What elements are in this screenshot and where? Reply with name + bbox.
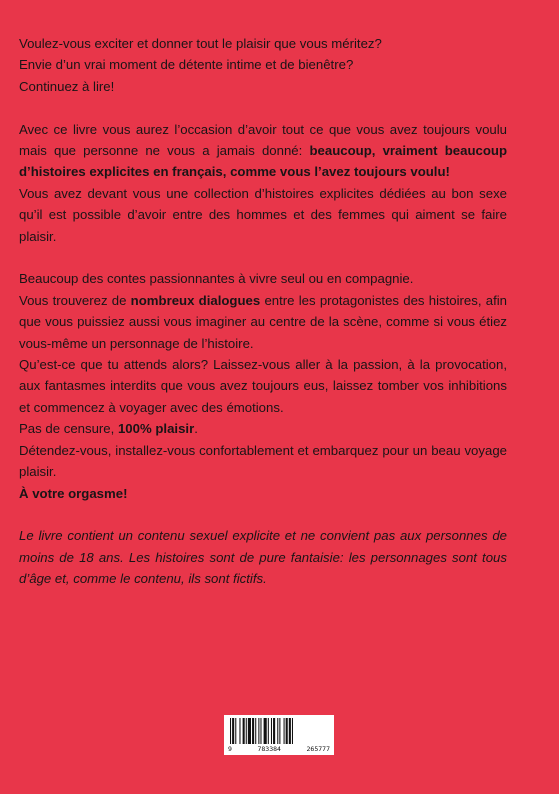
- barcode: [224, 715, 334, 755]
- barcode-bar: [279, 718, 280, 744]
- barcode-bar: [286, 718, 288, 744]
- barcode-bar: [258, 718, 259, 744]
- barcode-bar: [284, 718, 285, 744]
- tales-paragraph: Beaucoup des contes passionnantes à vivre seul ou en compagnie.: [19, 271, 414, 287]
- barcode-bar: [235, 718, 236, 744]
- barcode-bar: [252, 718, 254, 744]
- intro-question-1: Voulez-vous exciter et donner tout le plaisir que vous méritez?: [19, 36, 382, 51]
- dialogues-paragraph: [19, 290, 507, 354]
- censure-text-post: .: [194, 421, 198, 437]
- barcode-bar: [255, 718, 256, 744]
- barcode-bar: [277, 718, 278, 744]
- back-cover-text: [19, 33, 507, 590]
- barcode-bar: [273, 718, 275, 744]
- barcode-bar: [232, 718, 234, 744]
- barcode-bar: [248, 718, 251, 744]
- barcode-bar: [239, 718, 240, 744]
- barcode-digits: [228, 745, 330, 753]
- censure-paragraph: [19, 418, 507, 439]
- intro-call-to-action: Continuez à lire!: [19, 78, 115, 94]
- passion-paragraph: Qu’est-ce que tu attends alors? Laissez-vous aller à la passion, à la provocation, aux fantasmes interdits que vous avez toujours eus, laissez tomber vos inhibitions et commencez à voyager avec des émotions.: [19, 357, 507, 415]
- barcode-digit-lead: 9: [228, 745, 232, 753]
- barcode-digit-group-1: 783384: [257, 745, 281, 753]
- barcode-digit-group-2: 265777: [306, 745, 330, 753]
- barcode-bar: [264, 718, 267, 744]
- relax-paragraph: Détendez-vous, installez-vous confortablement et embarquez pour un beau voyage plaisir.: [19, 442, 507, 480]
- description-highlight: beaucoup, vraiment beaucoup d’histoires explicites en français, comme vous l’avez toujours voulu!: [19, 143, 507, 180]
- barcode-bar: [268, 718, 269, 744]
- disclaimer: Le livre contient un contenu sexuel explicite et ne convient pas aux personnes de moins de 18 ans. Les histoires sont de pure fantaisie: les personnages sont tous d’âge et, comme le contenu, ils sont fictifs.: [19, 528, 507, 587]
- barcode-bar: [243, 718, 245, 744]
- censure-highlight: 100% plaisir: [117, 421, 195, 437]
- closing-line: À votre orgasme!: [19, 485, 128, 501]
- dialogues-text-pre: Vous trouverez de: [19, 292, 131, 308]
- dialogues-highlight: nombreux dialogues: [130, 292, 261, 308]
- description-paragraph-2: Vous avez devant vous une collection d’histoires explicites dédiées au bon sexe qu’il est possible d’avoir entre des hommes et des femmes qui aiment se faire plaisir.: [19, 185, 507, 244]
- barcode-bar: [271, 718, 272, 744]
- dialogues-text-post: entre les protagonistes des histoires, afin que vous puissiez aussi vous imaginer au centre de la scène, comme si vous étiez vous-même un personnage de l’histoire.: [19, 292, 508, 351]
- barcode-bar: [289, 718, 291, 744]
- censure-text-pre: Pas de censure,: [19, 421, 118, 437]
- barcode-bar: [260, 718, 261, 744]
- barcode-bar: [246, 718, 247, 744]
- barcode-bar: [292, 718, 293, 744]
- barcode-bar: [230, 718, 231, 744]
- description-text: Avec ce livre vous aurez l’occasion d’avoir tout ce que vous avez toujours voulu mais que personne ne vous a jamais donné:: [19, 121, 507, 159]
- intro-question-2: Envie d’un vrai moment de détente intime et de bienêtre?: [19, 57, 354, 73]
- description-paragraph-1: [19, 119, 507, 183]
